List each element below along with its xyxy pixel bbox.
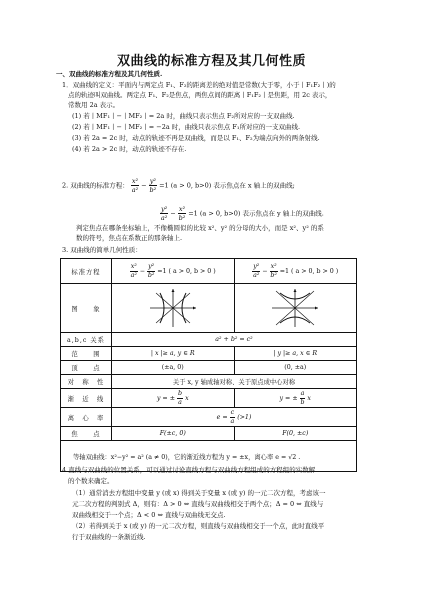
table-label: 离 心 率 xyxy=(61,408,112,427)
table-label: 范 围 xyxy=(61,347,112,361)
standard-eq-lead: 2. 双曲线的标准方程： xyxy=(62,181,129,190)
case-3: (3) 若 2a = 2c 时，动点的轨迹不再是双曲线，而是以 F₁、F₂为端点向外的两条射线. xyxy=(72,134,320,142)
line-intersect-4: 元二次方程的判别式 Δ，则有：Δ > 0 ⇔ 直线与双曲线相交于两个点；Δ = 0 ⇔ 直线与 xyxy=(72,500,324,508)
table-row xyxy=(61,408,357,427)
equilateral-note: 等轴双曲线：x²−y² = a² (a ≠ 0)，它的渐近线方程为 y = ±x，离心率 e = √2 . xyxy=(61,441,357,472)
properties-heading: 3. 双曲线的简单几何性质： xyxy=(62,246,142,254)
table-label: 渐 近 线 xyxy=(61,389,112,408)
table-cell: F(0, ±c) xyxy=(234,427,357,441)
line-intersect-2: 的个数来确定。 xyxy=(68,477,114,485)
table-cell: (±a, 0) xyxy=(112,361,235,375)
definition-line-2: 点的轨迹叫双曲线。两定点 F₁、F₂是焦点，两焦点间的距离丨F₁F₂丨是焦距，用 2c 表示， xyxy=(68,91,332,99)
table-cell: | y |≥ a, x ∈ R xyxy=(234,347,357,361)
table-row xyxy=(61,284,357,333)
table-label: 顶 点 xyxy=(61,361,112,375)
section-heading: 一、双曲线的标准方程及其几何性质. xyxy=(56,70,163,78)
hyperbola-y-graph-icon xyxy=(270,287,320,329)
table-cell-eq-x: $\frac{\text{x²}}{\text{a²}}$ − $\frac{\text{y²}}{\text{b²}}$ =1 ( a > 0, b > 0 ) xyxy=(112,259,235,284)
table-cell: y = ± $\frac{a}{b}$ x xyxy=(234,389,357,408)
equation-x-axis: 2. 双曲线的标准方程： $\frac{\text{x²}}{\text{a²}}$ − $\frac{\text{y²}}{\text{b²}}$ =1 (a > 0, b>0) 表示焦点在 x 轴上的双曲线; xyxy=(62,177,295,194)
table-row xyxy=(61,389,357,408)
table-cell: (0, ±a) xyxy=(234,361,357,375)
properties-table xyxy=(60,258,357,472)
case-4: (4) 若 2a > 2c 时，动点的轨迹不存在. xyxy=(72,145,187,153)
line-intersect-7: 行于双曲线的一条渐近线. xyxy=(72,533,146,541)
table-cell: | x |≥ a, y ∈ R xyxy=(112,347,235,361)
table-row xyxy=(61,375,357,389)
table-cell: e = $\frac{c}{a}$ (>1) xyxy=(112,408,357,427)
line-intersect-1: 4.直线与双曲线的位置关系，可以通过讨论直线方程与双曲线方程组成的方程组的实数解 xyxy=(62,466,316,474)
definition-line-1: 1．双曲线的定义：平面内与两定点 F₁、F₂的距离差的绝对值是常数(大于零，小于丨F₁F₂丨)的 xyxy=(62,81,336,89)
hyperbola-x-graph-icon xyxy=(148,287,198,329)
focus-note-1: 判定焦点在哪条坐标轴上，不像椭圆似的比较 x²、y² 的分母的大小，而是 x²、y² 的系 xyxy=(76,224,324,232)
line-intersect-5: 双曲线相交于一个点；Δ < 0 ⇔ 直线与双曲线无交点. xyxy=(72,511,226,519)
table-cell: 关于 x, y 轴成轴对称、关于原点成中心对称 xyxy=(112,375,357,389)
table-label: 焦 点 xyxy=(61,427,112,441)
table-label: 图 象 xyxy=(61,284,112,333)
line-intersect-6: （2）若得到关于 x (或 y) 的一元二次方程，则直线与双曲线相交于一个点，此时直线平 xyxy=(72,522,325,530)
focus-note-2: 数的符号，焦点在系数正的那条轴上. xyxy=(76,234,183,242)
equation-y-text: =1 (a > 0, b>0) 表示焦点在 y 轴上的双曲线. xyxy=(188,209,324,218)
equation-x-text: =1 (a > 0, b>0) 表示焦点在 x 轴上的双曲线; xyxy=(159,181,295,190)
definition-line-3: 常数用 2a 表示。 xyxy=(68,101,120,109)
graph-x-axis xyxy=(112,284,235,333)
table-cell: y = ± $\frac{b}{a}$ x xyxy=(112,389,235,408)
equation-y-axis: $\frac{\text{y²}}{\text{a²}}$ − $\frac{\text{x²}}{\text{b²}}$ =1 (a > 0, b>0) 表示焦点在 y 轴上的双曲线. xyxy=(160,205,324,222)
table-row xyxy=(61,427,357,441)
table-cell-eq-y: $\frac{\text{y²}}{\text{a²}}$ − $\frac{\text{x²}}{\text{b²}}$ =1 ( a > 0, b > 0 ) xyxy=(234,259,357,284)
table-row xyxy=(61,361,357,375)
table-row xyxy=(61,333,357,347)
table-cell: F(±c, 0) xyxy=(112,427,235,441)
case-2: (2) 若丨MF₁丨−丨MF₂丨= −2a 时，曲线只表示焦点 F₁所对应的一支双曲线. xyxy=(72,123,301,131)
case-1: (1) 若丨MF₁丨−丨MF₂丨= 2a 时，曲线只表示焦点 F₂所对应的一支双曲线. xyxy=(72,112,295,120)
table-label: 对 称 性 xyxy=(61,375,112,389)
table-row xyxy=(61,347,357,361)
table-row xyxy=(61,259,357,284)
table-label: 标准方程 xyxy=(61,259,112,284)
graph-y-axis xyxy=(234,284,357,333)
page-title: 双曲线的标准方程及其几何性质 xyxy=(116,54,306,69)
line-intersect-3: （1）通常消去方程组中变量 y (或 x) 得到关于变量 x (或 y) 的一元二次方程，考虑该一 xyxy=(72,489,326,497)
table-cell: a² + b² = c² xyxy=(112,333,357,347)
table-label: a,b,c 关系 xyxy=(61,333,112,347)
